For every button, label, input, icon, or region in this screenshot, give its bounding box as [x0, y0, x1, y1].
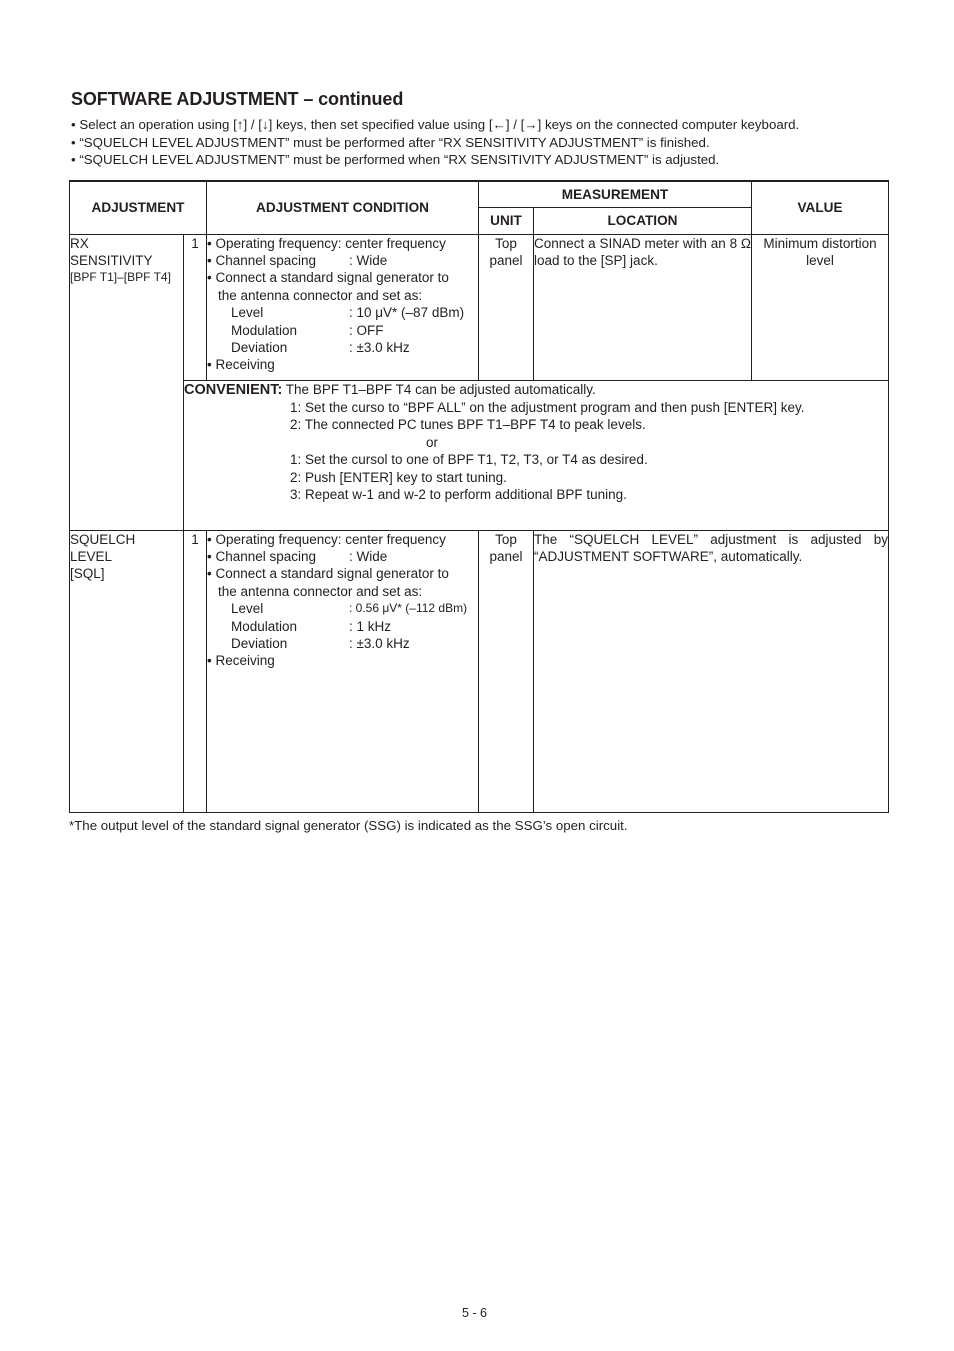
adjustment-table — [69, 180, 889, 813]
value-cell: Minimum distortion level — [752, 234, 889, 380]
adjustment-condition — [207, 234, 479, 380]
convenient-or: or — [426, 434, 439, 450]
convenient-label: CONVENIENT: — [184, 381, 283, 398]
adjustment-name-squelch-level — [70, 530, 184, 812]
condition-line: • Operating frequency: center frequency — [207, 235, 446, 251]
convenient-step: 2: The connected PC tunes BPF T1–BPF T4 to peak levels. — [290, 417, 646, 433]
table-row — [70, 380, 889, 530]
condition-line: • Connect a standard signal generator to — [207, 566, 449, 582]
convenient-step: 3: Repeat w-1 and w-2 to perform additional BPF tuning. — [290, 486, 627, 502]
condition-value: : Wide — [349, 252, 388, 268]
adjustment-name-line: RX — [70, 235, 89, 251]
condition-line: • Receiving — [207, 357, 275, 373]
unit-line: panel — [489, 252, 523, 268]
table-row — [70, 530, 889, 812]
param-row — [207, 635, 478, 652]
note-item: • “SQUELCH LEVEL ADJUSTMENT” must be performed after “RX SENSITIVITY ADJUSTMENT” is finished. — [71, 134, 710, 150]
param-row — [207, 618, 478, 635]
condition-line — [207, 252, 478, 269]
condition-line — [207, 548, 478, 565]
adjustment-sub-label: [BPF T1]–[BPF T4] — [70, 270, 171, 285]
step-number: 1 — [184, 234, 207, 380]
note-item: • “SQUELCH LEVEL ADJUSTMENT” must be performed when “RX SENSITIVITY ADJUSTMENT” is adjusted. — [71, 152, 720, 167]
condition-value: : Wide — [349, 548, 388, 564]
param-label: Deviation — [231, 635, 288, 651]
page-title: SOFTWARE ADJUSTMENT – continued — [71, 89, 404, 109]
adjustment-name-line: [SQL] — [70, 566, 105, 582]
param-row — [207, 339, 478, 356]
convenient-lead — [184, 381, 888, 399]
convenient-lead-text: The BPF T1–BPF T4 can be adjusted automatically. — [282, 381, 596, 397]
param-value: : ±3.0 kHz — [349, 635, 410, 651]
unit-line: panel — [489, 548, 523, 564]
measurement-location: The “SQUELCH LEVEL” adjustment is adjusted by “ADJUSTMENT SOFTWARE”, automatically. — [534, 530, 889, 812]
page-number: 5 - 6 — [462, 1306, 488, 1320]
convenient-step: 2: Push [ENTER] key to start tuning. — [290, 469, 507, 485]
adjustment-name-line: LEVEL — [70, 548, 113, 564]
param-label: Modulation — [231, 322, 298, 338]
header-measurement: MEASUREMENT — [479, 181, 752, 207]
step-number: 1 — [184, 530, 207, 812]
measurement-location: Connect a SINAD meter with an 8 Ω load to the [SP] jack. — [534, 234, 752, 380]
table-row — [70, 234, 889, 380]
condition-line: the antenna connector and set as: — [218, 287, 423, 303]
convenient-note — [184, 380, 889, 530]
param-label: Deviation — [231, 339, 288, 355]
param-value: : OFF — [349, 322, 384, 338]
header-adjustment-condition: ADJUSTMENT CONDITION — [207, 181, 479, 234]
condition-line: • Connect a standard signal generator to — [207, 270, 449, 286]
measurement-unit — [479, 234, 534, 380]
condition-label: • Channel spacing — [207, 548, 317, 564]
param-label: Level — [231, 601, 264, 617]
footnote: *The output level of the standard signal generator (SSG) is indicated as the SSG’s open circuit. — [69, 818, 628, 833]
header-location: LOCATION — [534, 207, 752, 234]
measurement-unit — [479, 530, 534, 812]
header-unit: UNIT — [479, 207, 534, 234]
param-row — [207, 600, 478, 617]
condition-line: the antenna connector and set as: — [218, 583, 423, 599]
instruction-notes — [71, 116, 799, 169]
header-value: VALUE — [752, 181, 889, 234]
condition-label: • Channel spacing — [207, 252, 317, 268]
param-value: : 0.56 μV* (–112 dBm) — [349, 601, 468, 616]
adjustment-name-line: SQUELCH — [70, 531, 136, 547]
convenient-step: 1: Set the curso to “BPF ALL” on the adjustment program and then push [ENTER] key. — [290, 399, 805, 415]
param-row — [207, 322, 478, 339]
unit-line: Top — [495, 531, 517, 547]
adjustment-name-rx-sensitivity — [70, 234, 184, 530]
header-adjustment: ADJUSTMENT — [70, 181, 207, 234]
note-item: • Select an operation using [↑] / [↓] keys, then set specified value using [←] / [→] keys on the connected computer keyboard. — [71, 117, 800, 132]
param-value: : ±3.0 kHz — [349, 339, 410, 355]
param-value: : 10 μV* (–87 dBm) — [349, 305, 465, 321]
param-label: Modulation — [231, 618, 298, 634]
unit-line: Top — [495, 235, 517, 251]
param-label: Level — [231, 305, 264, 321]
param-value: : 1 kHz — [349, 618, 392, 634]
adjustment-name-line: SENSITIVITY — [70, 252, 153, 268]
convenient-step: 1: Set the cursol to one of BPF T1, T2, T3, or T4 as desired. — [290, 452, 648, 468]
adjustment-condition — [207, 530, 479, 812]
param-row — [207, 304, 478, 321]
condition-line: • Operating frequency: center frequency — [207, 531, 446, 547]
condition-line: • Receiving — [207, 653, 275, 669]
